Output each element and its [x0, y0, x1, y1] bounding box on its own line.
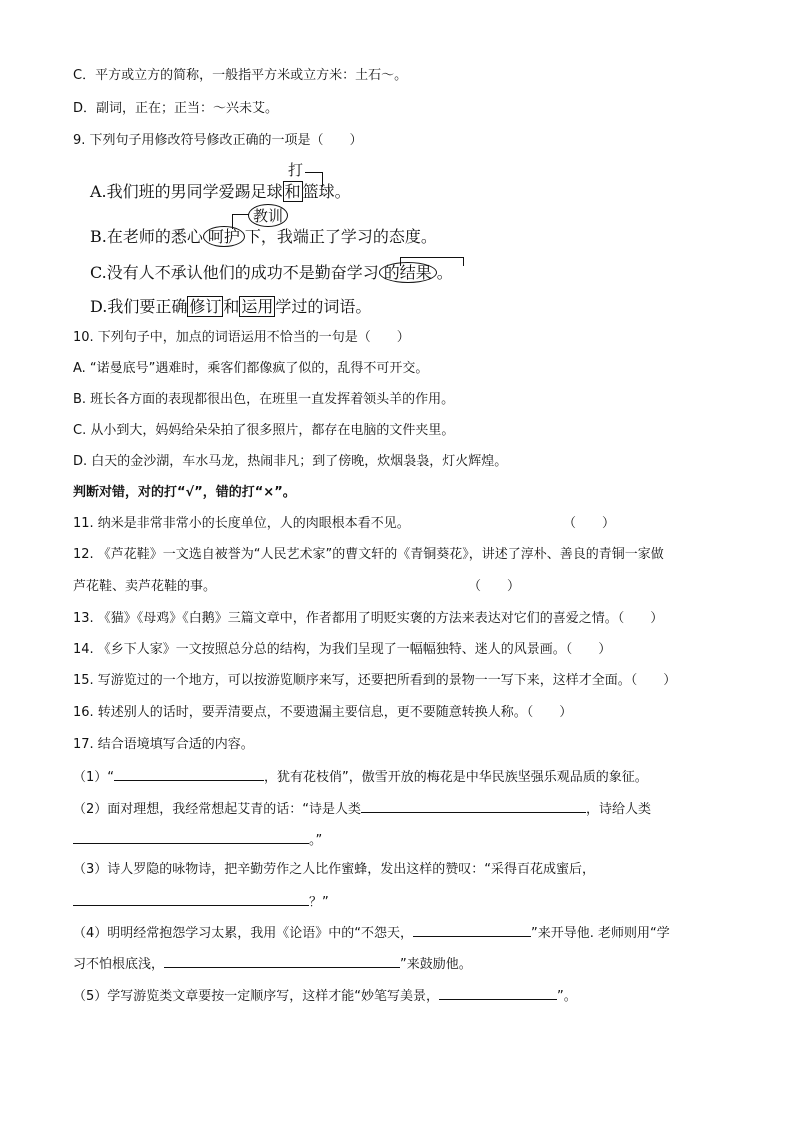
q15: 15. 写游览过的一个地方，可以按游览顺序来写，还要把所看到的景物一一写下来，这样才全面。（ ）	[73, 673, 677, 688]
q8-option-c: C．平方或立方的简称，一般指平方米或立方米：土石～。	[73, 68, 408, 83]
q9-option-d: D.我们要正确 修订 和 运用 学过的词语。	[90, 297, 372, 316]
q17-part-2-line-2: 。”	[73, 829, 734, 851]
q9-b-marked-word: 呵护	[203, 226, 245, 247]
q17-5-blank[interactable]	[439, 985, 557, 1000]
q9-c-marked-word: 的结果	[379, 262, 437, 283]
q17-part-1: （1）“ ，犹有花枝俏”，傲雪开放的梅花是中华民族坚强乐观品质的象征。	[73, 766, 734, 788]
q16: 16. 转述别人的话时，要弄清要点，不要遗漏主要信息，更不要随意转换人称。（ ）	[73, 705, 573, 720]
q10-stem: 10. 下列句子中，加点的词语运用不恰当的一句是（ ）	[73, 330, 410, 345]
q9-d-marked-word-1: 修订	[189, 297, 222, 316]
q9-d-marked-word-2: 运用	[241, 297, 274, 316]
q8-option-d: D．副词，正在；正当：～兴未艾。	[73, 101, 279, 116]
q17-part-4-line-2: 习不怕根底浅， ”来鼓励他。	[73, 953, 734, 975]
q10-option-b: B. 班长各方面的表现都很出色，在班里一直发挥着领头羊的作用。	[73, 392, 455, 407]
q17-1-blank[interactable]	[114, 766, 264, 781]
q10-option-a: A. “诺曼底号”遇难时，乘客们都像疯了似的，乱得不可开交。	[73, 361, 429, 376]
q17-part-3-line-1: （3）诗人罗隐的咏物诗，把辛勤劳作之人比作蜜蜂，发出这样的赞叹：“采得百花成蜜后，	[73, 862, 596, 877]
q12-answer-paren[interactable]: （ ）	[468, 579, 521, 594]
q10-option-d: D. 白天的金沙湖，车水马龙，热闹非凡；到了傍晚，炊烟袅袅，灯火辉煌。	[73, 454, 508, 469]
q11-answer-paren[interactable]: （ ）	[563, 516, 616, 531]
q17-stem: 17. 结合语境填写合适的内容。	[73, 737, 254, 752]
q11: 11. 纳米是非常非常小的长度单位，人的肉眼根本看不见。 （ ）	[73, 514, 734, 534]
q17-2-blank-1[interactable]	[361, 798, 586, 813]
q14: 14. 《乡下人家》一文按照总分总的结构，为我们呈现了一幅幅独特、迷人的风景画。（ ）	[73, 642, 612, 657]
q9-stem: 9. 下列句子用修改符号修改正确的一项是（ ）	[73, 133, 363, 148]
q10-option-c: C. 从小到大，妈妈给朵朵拍了很多照片，都存在电脑的文件夹里。	[73, 423, 455, 438]
q12-line-2: 芦花鞋、卖芦花鞋的事。 （ ）	[73, 577, 734, 597]
q9-b-insert-mark: 教训	[248, 204, 288, 227]
q12-line-1: 12. 《芦花鞋》一文选自被誉为“人民艺术家”的曹文轩的《青铜葵花》，讲述了淳朴、善良的青铜一家做	[73, 547, 664, 562]
q17-part-4-line-1: （4）明明经常抱怨学习太累，我用《论语》中的“不怨天， ”来开导他. 老师则用“学	[73, 922, 734, 944]
judge-heading: 判断对错，对的打“√”，错的打“×”。	[73, 485, 296, 500]
q9-a-marked-char: 和	[284, 182, 301, 201]
q9-a-insert-mark: 打	[288, 161, 304, 179]
q17-part-3-line-2: ？”	[73, 891, 734, 913]
q17-part-2-line-1: （2）面对理想，我经常想起艾青的话：“诗是人类 ，诗给人类	[73, 798, 734, 820]
q17-3-blank[interactable]	[73, 891, 309, 906]
q17-part-5: （5）学写游览类文章要按一定顺序写，这样才能“妙笔写美景， ”。	[73, 985, 734, 1007]
q17-4-blank-1[interactable]	[413, 922, 531, 937]
q17-2-blank-2[interactable]	[73, 829, 309, 844]
q13: 13. 《猫》《母鸡》《白鹅》三篇文章中，作者都用了明贬实褒的方法来表达对它们的喜爱之情。（ ）	[73, 611, 664, 626]
q17-4-blank-2[interactable]	[164, 953, 400, 968]
